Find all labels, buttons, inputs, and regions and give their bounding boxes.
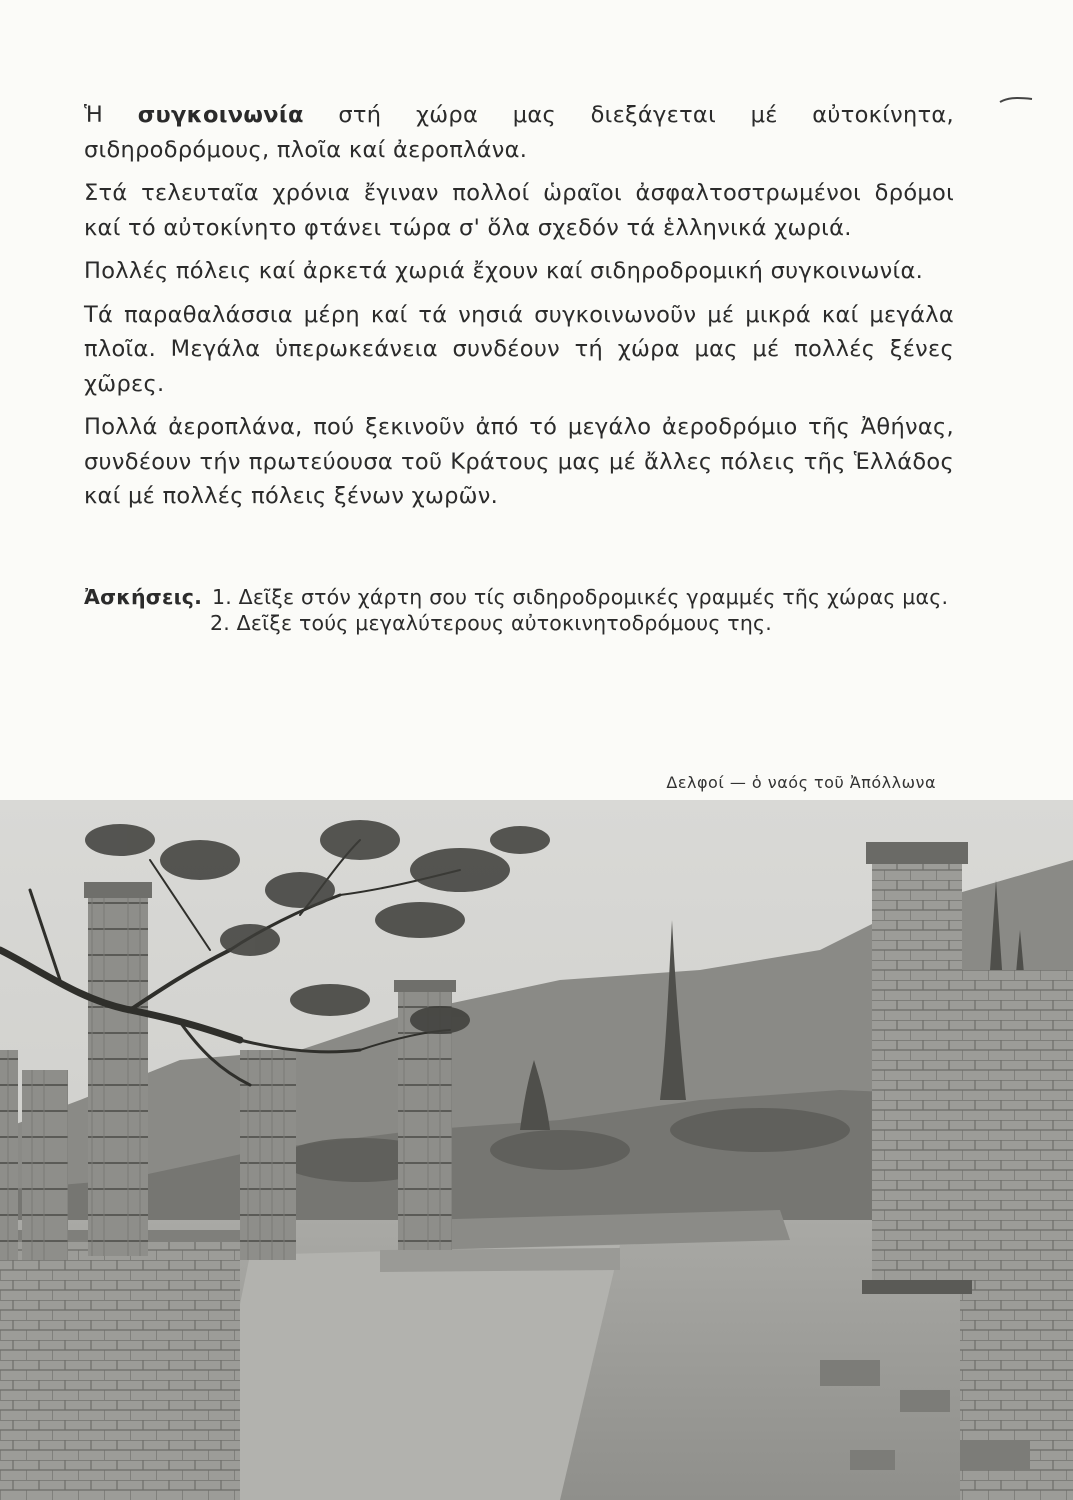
paragraph-ships: Τά παραθαλάσσια μέρη καί τά νησιά συγκοινωνοῦν μέ μικρά καί μεγάλα πλοῖα. Μεγάλα ὑπερωκεάνεια συνδέουν τή χώρα μας μέ πολλές ξένες χῶρες.: [84, 301, 954, 397]
delphi-temple-photo: [0, 800, 1073, 1500]
exercise-item-2: 2. Δεῖξε τούς μεγαλύτερους αὐτοκινητοδρόμους της.: [210, 611, 772, 635]
paragraph-transport-after: στή χώρα μας διεξάγεται μέ αὐτοκίνητα, σιδηροδρόμους, πλοῖα καί ἀεροπλάνα.: [84, 102, 954, 163]
scan-mark: [999, 96, 1033, 104]
paragraph-transport: [84, 98, 954, 167]
paragraph-roads: Στά τελευταῖα χρόνια ἔγιναν πολλοί ὡραῖοι ἀσφαλτοστρωμένοι δρόμοι καί τό αὐτοκίνητο φτάνει τώρα σ' ὅλα σχεδόν τά ἑλληνικά χωριά.: [84, 180, 954, 241]
exercises-label: Ἀσκήσεις.: [84, 585, 203, 609]
keyword-synkoinonia: συγκοινωνία: [137, 102, 304, 128]
paragraph-airplanes: Πολλά ἀεροπλάνα, πού ξεκινοῦν ἀπό τό μεγάλο ἀεροδρόμιο τῆς Ἀθήνας, συνδέουν τήν πρωτεύουσα τοῦ Κράτους μας μέ ἄλλες πόλεις τῆς Ἑλλάδος καί μέ πολλές πόλεις ξένων χωρῶν.: [84, 414, 954, 509]
paragraph-railways: Πολλές πόλεις καί ἀρκετά χωριά ἔχουν καί σιδηροδρομική συγκοινωνία.: [84, 258, 924, 284]
body-text: [84, 98, 954, 523]
paragraph-transport-before: Ἡ: [84, 102, 138, 128]
exercise-item-1: 1. Δεῖξε στόν χάρτη σου τίς σιδηροδρομικές γραμμές τῆς χώρας μας.: [212, 585, 949, 609]
photo-caption: Δελφοί — ὁ ναός τοῦ Ἀπόλλωνα: [666, 773, 936, 792]
exercises-section: [84, 584, 954, 636]
